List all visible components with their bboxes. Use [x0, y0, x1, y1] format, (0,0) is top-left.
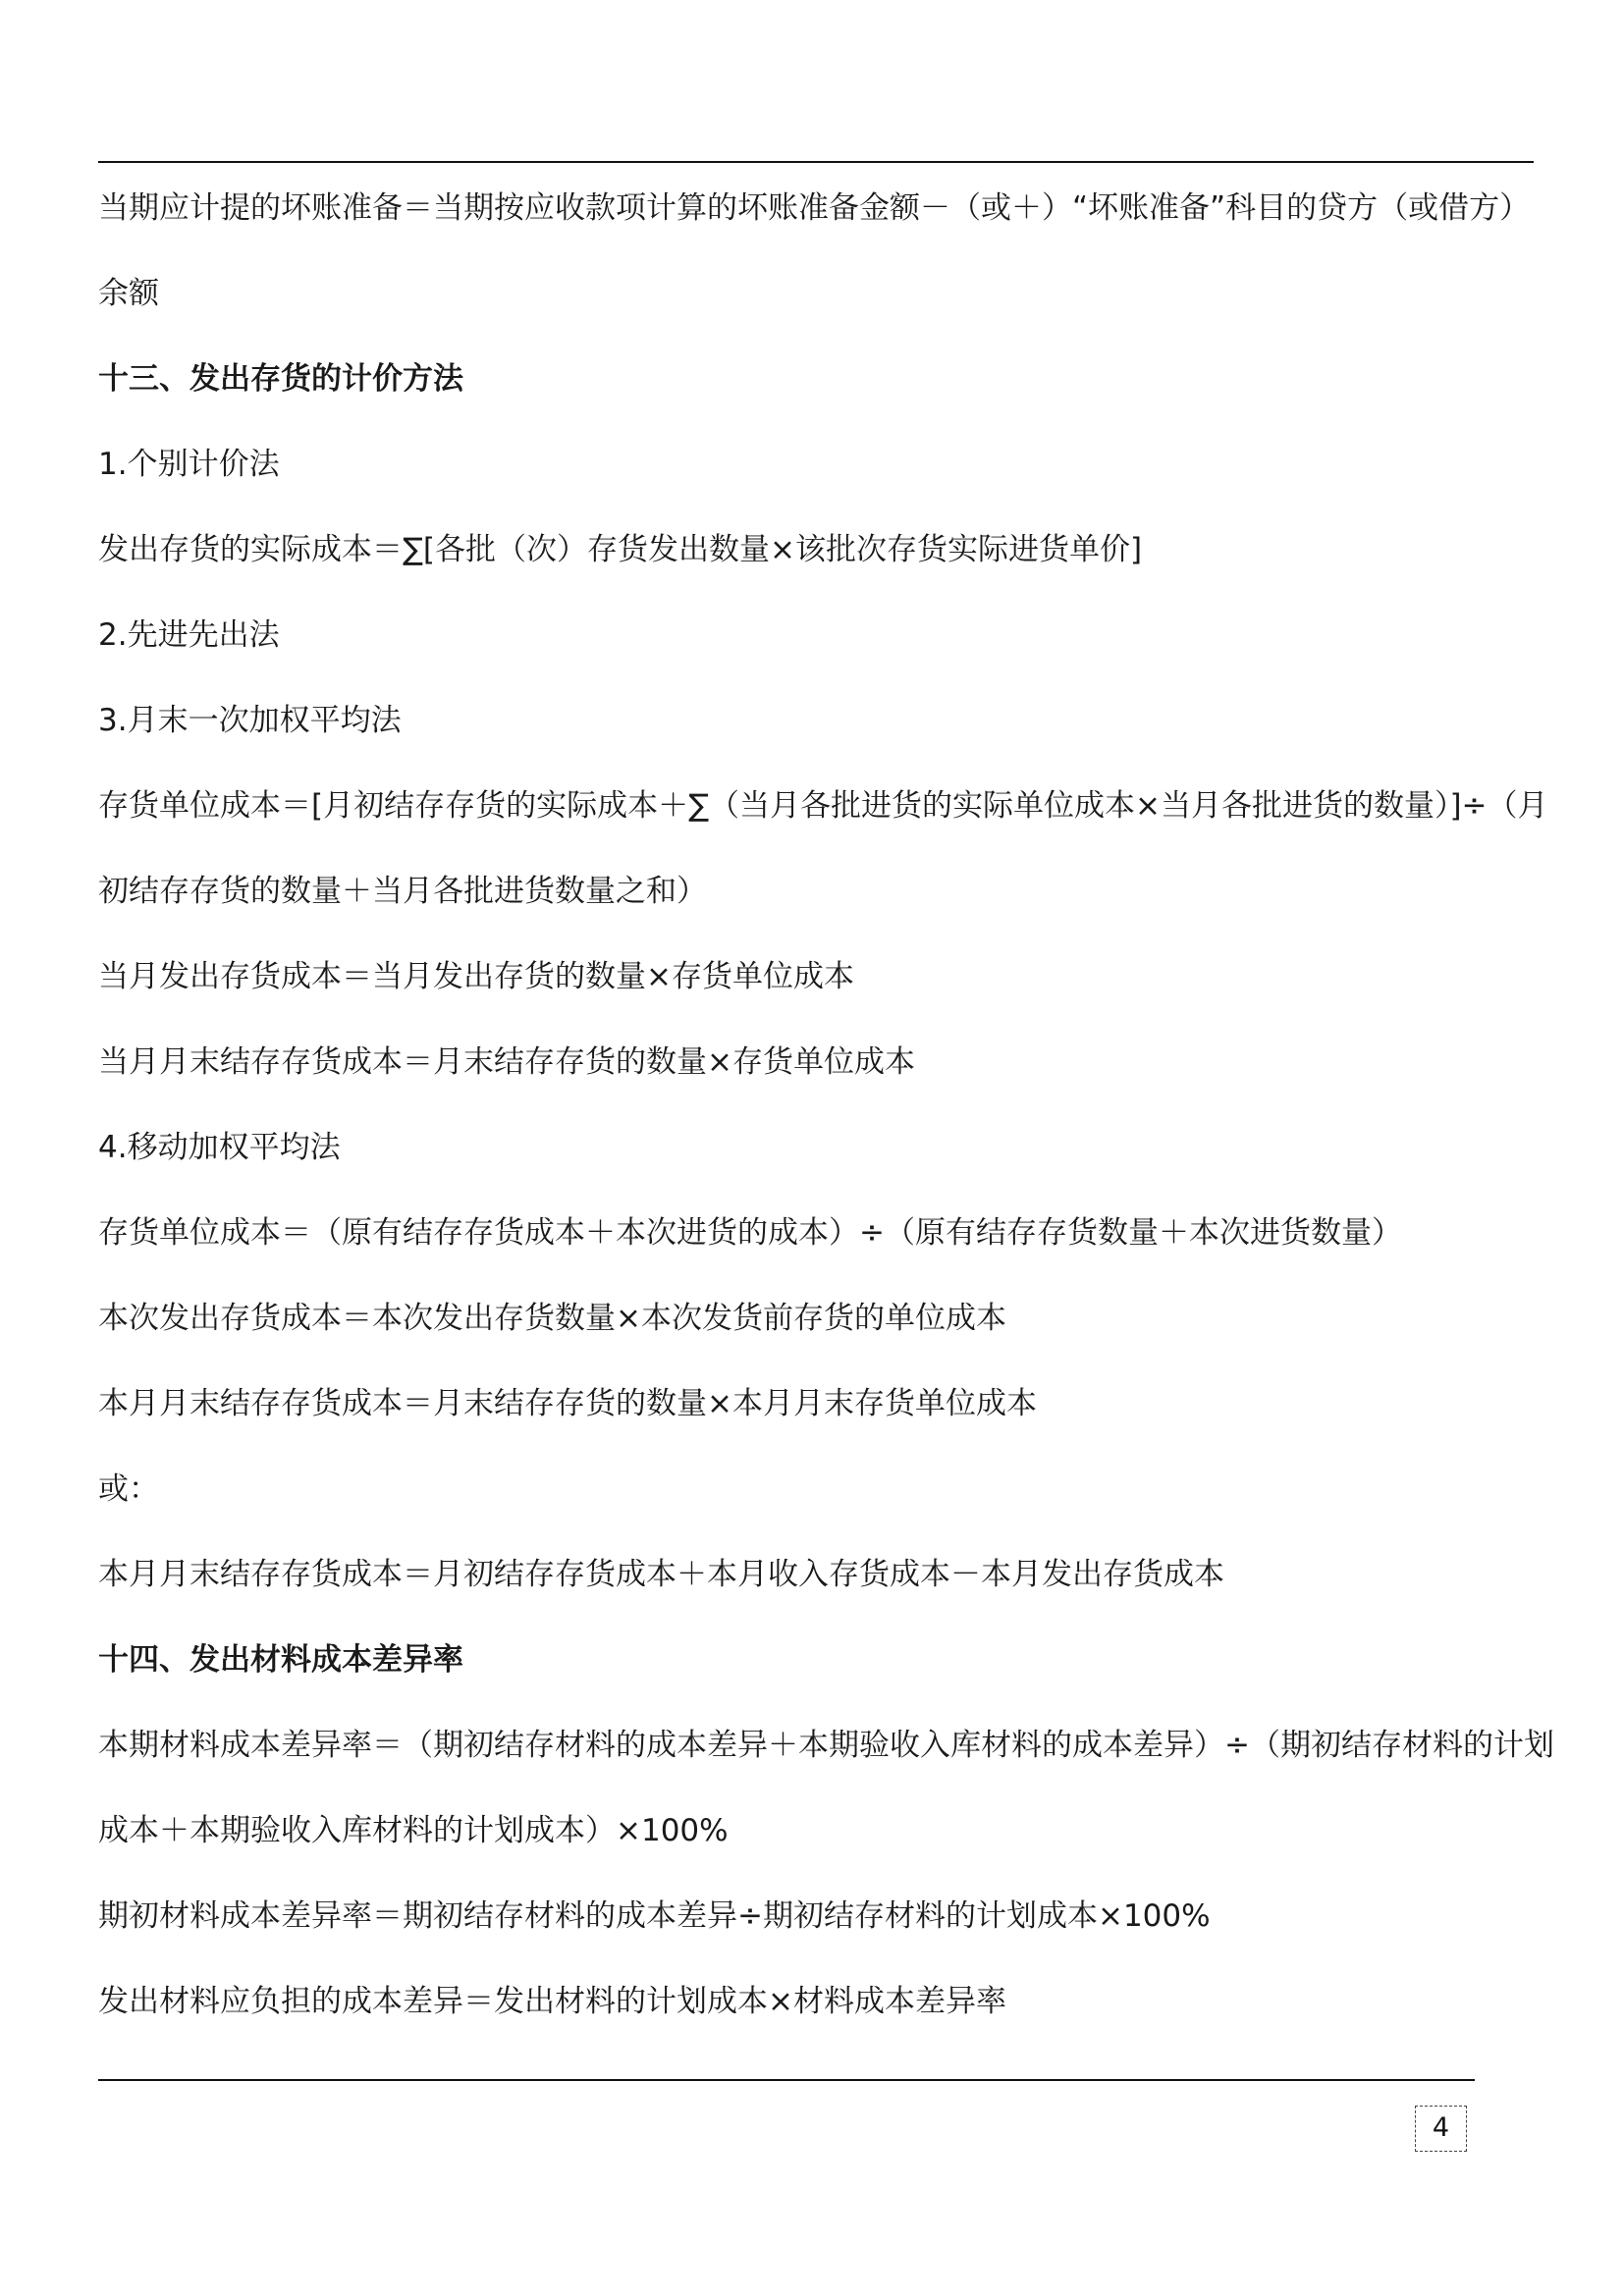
- header-rule: [98, 161, 1534, 163]
- text-line: 或：: [98, 1471, 159, 1507]
- text-line: 期初材料成本差异率＝期初结存材料的成本差异÷期初结存材料的计划成本×100%: [98, 1898, 1211, 1934]
- text-line: 余额: [98, 276, 159, 311]
- text-line: 本次发出存货成本＝本次发出存货数量×本次发货前存货的单位成本: [98, 1301, 1006, 1336]
- text-line: 成本＋本期验收入库材料的计划成本）×100%: [98, 1813, 729, 1848]
- text-line: 本月月末结存存货成本＝月末结存存货的数量×本月月末存货单位成本: [98, 1386, 1037, 1421]
- section-heading: 十四、发出材料成本差异率: [98, 1642, 463, 1678]
- text-line: 存货单位成本＝（原有结存存货成本＋本次进货的成本）÷（原有结存存货数量＋本次进货数量）: [98, 1215, 1402, 1251]
- document-body: [98, 179, 1554, 2057]
- text-line: 存货单位成本＝[月初结存存货的实际成本＋∑（当月各批进货的实际单位成本×当月各批进货的数量）]÷（月: [98, 788, 1548, 824]
- text-line: 2.先进先出法: [98, 617, 280, 653]
- section-heading: 十三、发出存货的计价方法: [98, 361, 463, 397]
- text-line: 当月月末结存存货成本＝月末结存存货的数量×存货单位成本: [98, 1044, 915, 1080]
- text-line: 1.个别计价法: [98, 447, 280, 482]
- text-line: 当期应计提的坏账准备＝当期按应收款项计算的坏账准备金额－（或＋）“坏账准备”科目的贷方（或借方）: [98, 190, 1531, 226]
- text-line: 本月月末结存存货成本＝月初结存存货成本＋本月收入存货成本－本月发出存货成本: [98, 1557, 1224, 1592]
- text-line: 发出存货的实际成本＝∑[各批（次）存货发出数量×该批次存货实际进货单价]: [98, 532, 1143, 567]
- text-line: 初结存存货的数量＋当月各批进货数量之和）: [98, 874, 707, 909]
- page-number: 4: [1415, 2106, 1467, 2152]
- text-line: 本期材料成本差异率＝（期初结存材料的成本差异＋本期验收入库材料的成本差异）÷（期初结存材料的计划: [98, 1728, 1554, 1763]
- footer-rule: [98, 2079, 1475, 2081]
- text-line: 3.月末一次加权平均法: [98, 703, 402, 738]
- text-line: 发出材料应负担的成本差异＝发出材料的计划成本×材料成本差异率: [98, 1984, 1006, 2019]
- text-line: 当月发出存货成本＝当月发出存货的数量×存货单位成本: [98, 959, 854, 994]
- text-line: 4.移动加权平均法: [98, 1130, 341, 1165]
